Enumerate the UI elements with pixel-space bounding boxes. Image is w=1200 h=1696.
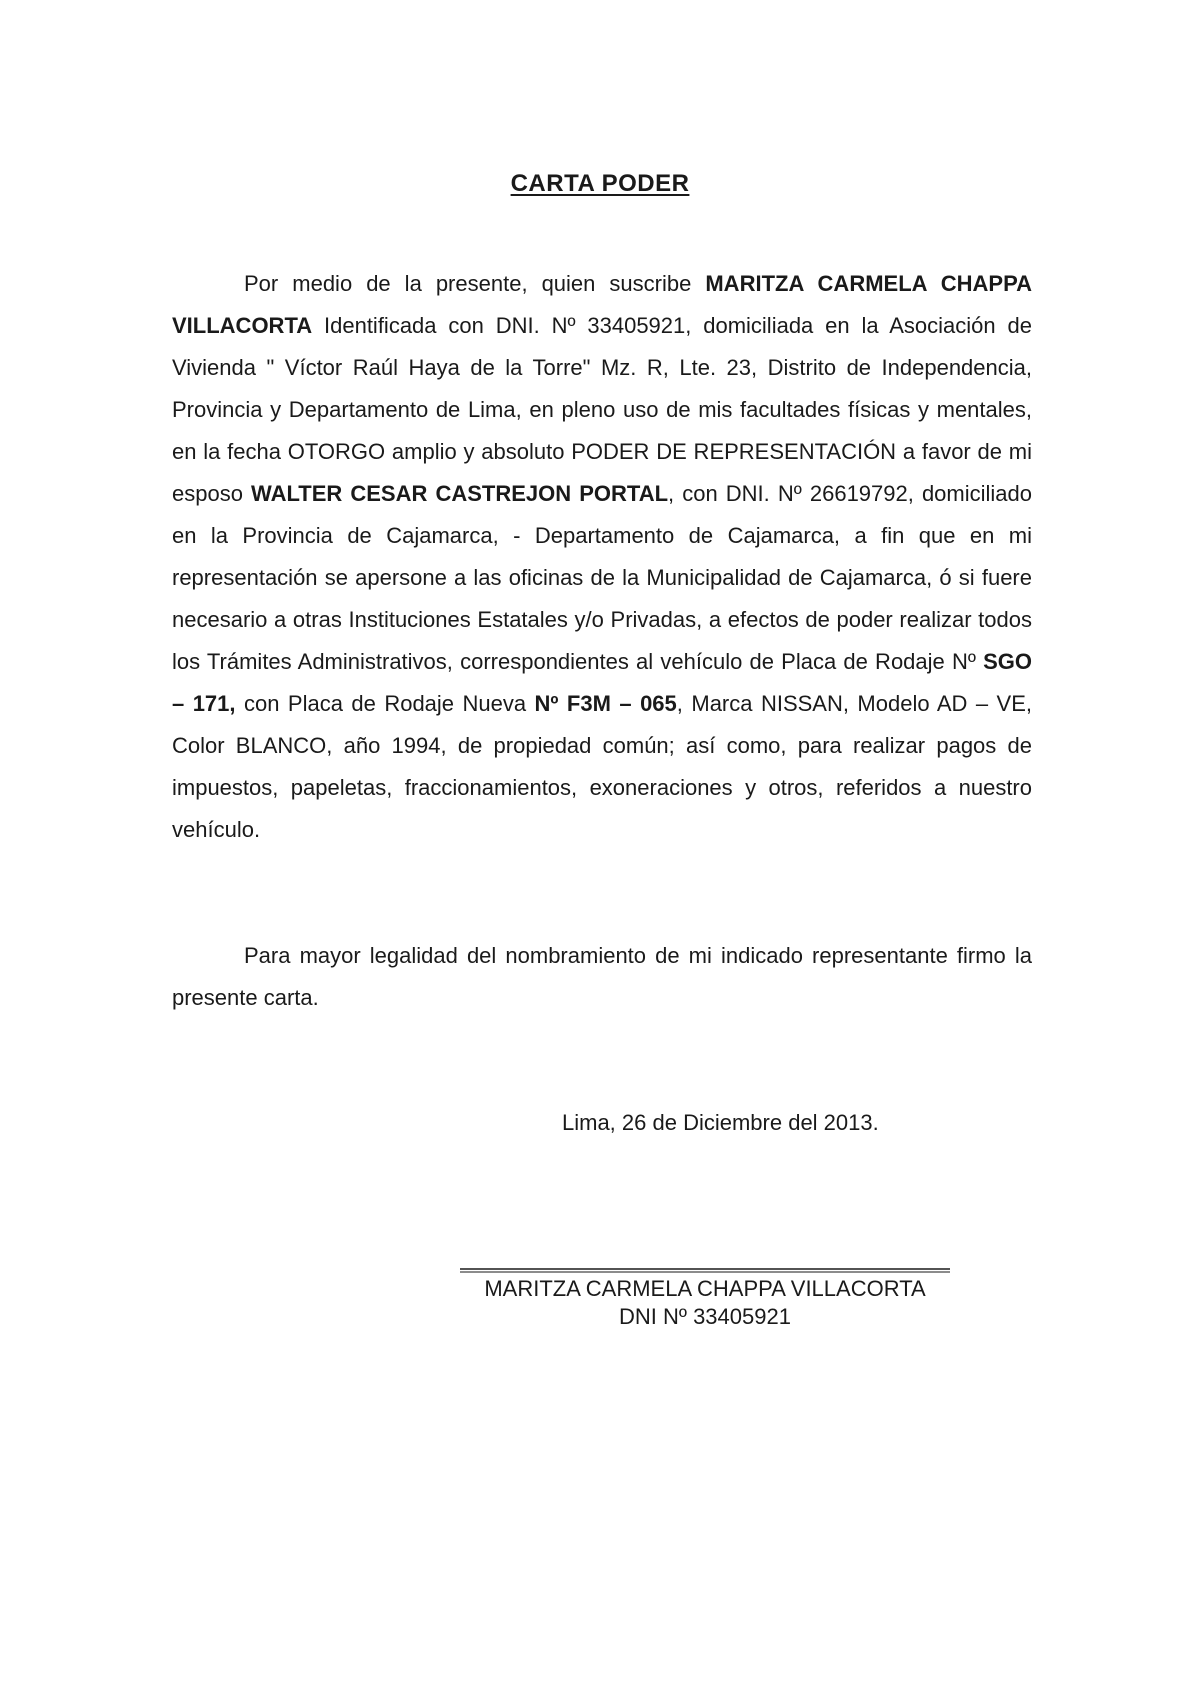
old-plate-number: SGO – 171,	[172, 649, 1032, 716]
document-title	[0, 170, 1200, 198]
grantor-name: MARITZA CARMELA CHAPPA VILLACORTA	[172, 271, 1032, 338]
paragraph-1-segment: Por medio de la presente, quien suscribe	[244, 271, 706, 296]
signatory-dni: DNI Nº 33405921	[619, 1304, 791, 1329]
body-paragraph-1	[172, 263, 1032, 851]
paragraph-1-segment: con Placa de Rodaje Nueva	[235, 691, 535, 716]
body-paragraph-2	[172, 935, 1032, 1019]
representative-name: WALTER CESAR CASTREJON PORTAL	[251, 481, 669, 506]
document-title-text: CARTA PODER	[510, 170, 690, 197]
signature-line	[460, 1255, 950, 1275]
paragraph-1-segment: Identificada con DNI. Nº 33405921, domiciliada en la Asociación de Vivienda " Víctor Raúl Haya de la Torre" Mz. R, Lte. 23, Distrito de Independencia, Provincia y Departamento de Lima, en pleno uso de mis facultades físicas y mentales, en la fecha OTORGO amplio y absoluto PODER DE REPRESENTACIÓN a favor de mi esposo	[172, 313, 1032, 506]
paragraph-2-text: Para mayor legalidad del nombramiento de mi indicado representante firmo la presente carta.	[172, 943, 1032, 1010]
new-plate-number: Nº F3M – 065	[534, 691, 677, 716]
date-line: Lima, 26 de Diciembre del 2013.	[562, 1110, 879, 1135]
paragraph-1-segment: , Marca NISSAN, Modelo AD – VE, Color BLANCO, año 1994, de propiedad común; así como, para realizar pagos de impuestos, papeletas, fraccionamientos, exoneraciones y otros, referidos a nuestro vehículo.	[172, 691, 1032, 842]
signatory-name: MARITZA CARMELA CHAPPA VILLACORTA	[484, 1276, 926, 1301]
signature-block	[450, 1255, 960, 1331]
paragraph-1-segment: , con DNI. Nº 26619792, domiciliado en la Provincia de Cajamarca, - Departamento de Cajamarca, a fin que en mi representación se apersone a las oficinas de la Municipalidad de Cajamarca, ó si fuere necesario a otras Instituciones Estatales y/o Privadas, a efectos de poder realizar todos los Trámites Administrativos, correspondientes al vehículo de Placa de Rodaje Nº	[172, 481, 1032, 674]
